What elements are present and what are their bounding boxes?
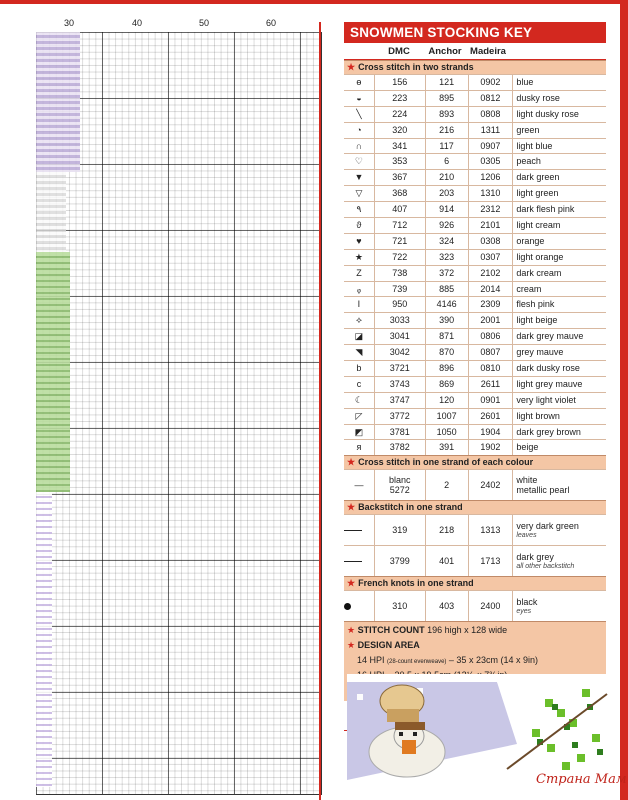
madeira-code: 2312 [480,204,501,215]
stitch-symbol: b [356,363,362,374]
anchor-code: 6 [444,156,450,167]
colour-name: very light violet [516,394,576,405]
key-row [344,469,606,500]
colour-name: dark flesh pink [516,204,575,215]
axis-number: 30 [64,18,75,28]
section-heading-text: Cross stitch in one strand of each colour [358,457,534,468]
anchor-code: 218 [439,525,455,536]
hpi-value: 14 HPI [357,655,385,666]
colour-name: black [516,597,538,608]
stitch-symbol: я [356,442,362,453]
colour-name: very dark green [516,521,579,532]
madeira-code: 0901 [480,394,501,405]
key-row [344,249,606,265]
watermark: Страна Мам [536,772,627,787]
dmc-code: 368 [392,188,408,199]
colour-name: light blue [516,140,553,151]
colour-name: dark cream [516,267,562,278]
key-sections [344,60,606,621]
anchor-code: 914 [439,204,455,215]
madeira-code: 2309 [480,299,501,310]
axis-number: 60 [266,18,277,28]
colour-name: light dusky rose [516,108,579,119]
stitched-border [36,492,52,787]
key-row [344,74,606,90]
column-anchor: Anchor [428,45,462,57]
anchor-code: 323 [439,251,455,262]
dmc-code: 3041 [389,331,410,342]
stitched-white-area [36,172,66,252]
key-row [344,169,606,185]
anchor-code: 1007 [436,410,457,421]
stitch-symbol: Z [356,267,362,278]
madeira-code: 1902 [480,442,501,453]
stitched-green-tree [36,252,70,492]
design-area-line [347,653,603,668]
madeira-code: 2001 [480,315,501,326]
anchor-code: 4146 [436,299,457,310]
key-row [344,360,606,376]
dmc-code: 223 [392,92,408,103]
stitch-symbol: ☾ [354,394,363,405]
key-row [344,265,606,281]
colour-name: light green [516,188,559,199]
madeira-code: 1311 [480,124,501,135]
dmc-code: 310 [392,601,408,612]
madeira-code: 0806 [480,331,501,342]
divider-line [319,22,321,800]
stitch-symbol: ϑ [356,220,362,231]
stitch-symbol: ◔ [356,124,362,135]
french-knot-symbol [344,603,351,610]
dmc-code: 738 [392,267,408,278]
madeira-code: 0807 [480,347,501,358]
design-area-label: DESIGN AREA [357,640,420,651]
key-row [344,153,606,169]
key-section-heading: ★ Backstitch in one strand [344,500,606,514]
anchor-code: 871 [439,331,455,342]
colour-name: dark green [516,172,560,183]
dmc-code: 3042 [389,347,410,358]
key-section-heading: ★ Cross stitch in two strands [344,60,606,74]
madeira-code: 0902 [480,77,501,87]
madeira-code: 2101 [480,220,501,231]
dmc-code: 319 [392,525,408,536]
stitch-symbol: ᵩ [356,283,361,294]
colour-name: dark grey brown [516,426,581,437]
stitch-symbol: ♥ [356,235,362,246]
stitch-symbol: ⟡ [355,315,362,326]
stitch-key [344,22,606,731]
key-row [344,217,606,233]
dmc-code: 341 [392,140,408,151]
key-row [344,514,606,545]
section-heading-text: Cross stitch in two strands [358,62,474,72]
backstitch-symbol [344,530,362,531]
madeira-code: 2102 [480,267,501,278]
usage-note: leaves [516,531,537,539]
colour-name: green [516,124,540,135]
anchor-code: 869 [439,378,455,389]
madeira-code: 1713 [480,556,501,567]
colour-name: light beige [516,315,558,326]
stitch-symbol: ɵ [356,77,362,87]
anchor-code: 117 [439,140,454,151]
key-row [344,296,606,312]
madeira-code: 0907 [480,140,501,151]
madeira-code: 1904 [480,426,501,437]
column-dmc: DMC [388,45,410,57]
madeira-code: 0308 [480,235,501,246]
key-row [344,106,606,122]
stitch-symbol: ♡ [354,156,363,167]
usage-note: all other backstitch [516,562,575,570]
stitch-symbol: ▼ [354,172,364,183]
madeira-code: 2601 [480,410,501,421]
colour-name: dark grey mauve [516,331,584,342]
colour-name: beige [516,442,539,453]
anchor-code: 324 [439,235,455,246]
stitch-count-label: STITCH COUNT [357,625,425,636]
key-row [344,344,606,360]
dmc-code: 3782 [389,442,410,453]
stitch-symbol: c [356,378,362,389]
anchor-code: 885 [439,283,455,294]
hpi-note: (28-count evenweave) [387,659,447,666]
madeira-code: 0307 [480,251,501,262]
colour-name: orange [516,235,545,246]
anchor-code: 372 [439,267,455,278]
key-row [344,233,606,249]
key-section-heading: ★ French knots in one strand [344,576,606,590]
madeira-code: 2611 [480,378,501,389]
section-heading-text: Backstitch in one strand [358,502,463,513]
backstitch-symbol [344,561,362,562]
key-row [344,424,606,440]
colour-name: white [516,475,538,486]
key-row [344,328,606,344]
colour-name: blue [516,77,534,87]
dmc-code: 407 [392,204,408,215]
dmc-code: 367 [392,172,408,183]
colour-name: flesh pink [516,299,555,310]
dmc-code-2: 5272 [389,485,410,496]
anchor-code: 403 [439,601,455,612]
stitch-symbol: ◒ [356,92,362,103]
dmc-code: 320 [392,124,408,135]
key-row [344,545,606,576]
stitch-symbol: ▽ [355,188,363,199]
stitch-count-value: 196 high x 128 wide [427,625,508,636]
key-section-heading: ★ Cross stitch in one strand of each colour [344,455,606,469]
madeira-code: 2400 [480,601,501,612]
anchor-code: 210 [439,172,455,183]
anchor-code: 1050 [436,426,457,437]
colour-name: light grey mauve [516,378,583,389]
madeira-code: 2402 [480,480,501,491]
key-row [344,408,606,424]
anchor-code: 870 [439,347,455,358]
colour-name: dusky rose [516,92,560,103]
stitched-violet-area [36,32,80,172]
key-row [344,392,606,408]
dmc-code: 3721 [389,363,410,374]
key-row [344,122,606,138]
colour-name: cream [516,283,542,294]
anchor-code: 401 [439,556,455,567]
anchor-code: 893 [439,108,455,119]
dmc-code: 3781 [389,426,410,437]
anchor-code: 390 [439,315,455,326]
stitch-symbol: ◸ [355,410,363,421]
dmc-code: 156 [392,77,408,87]
stitch-symbol: I [357,299,361,310]
key-row [344,590,606,621]
anchor-code: 120 [439,394,455,405]
dmc-code: 3747 [389,394,410,405]
key-row [344,376,606,392]
snowman-picture [347,674,609,780]
colour-name-2: metallic pearl [516,485,570,496]
stitch-symbol: ★ [354,251,363,262]
madeira-code: 0812 [480,92,501,103]
dmc-code: 3033 [389,315,410,326]
key-row [344,138,606,154]
colour-name: dark grey [516,552,554,563]
colour-name: peach [516,156,541,167]
dmc-code: blanc [389,475,411,486]
dmc-code: 353 [392,156,408,167]
anchor-code: 121 [439,77,455,87]
design-info: ★ STITCH COUNT 196 high x 128 wide ★ DESIGN AREA 14 HPI (28-count evenweave) – 35 x 23cm (14 x 9in) [344,621,606,701]
colour-name: light cream [516,220,561,231]
dmc-code: 950 [392,299,408,310]
dmc-code: 3772 [389,410,410,421]
madeira-code: 0305 [480,156,501,167]
section-heading-text: French knots in one strand [358,578,474,589]
snowman-illustration [347,674,609,780]
anchor-code: 216 [439,124,455,135]
stitch-symbol: ◪ [354,331,364,342]
anchor-code: 391 [439,442,455,453]
anchor-code: 926 [439,220,455,231]
colour-name: dark dusky rose [516,363,580,374]
key-row [344,439,606,455]
anchor-code: 203 [439,188,455,199]
dmc-code: 721 [392,235,408,246]
cross-stitch-chart [14,8,314,800]
stitch-symbol: ◩ [354,426,364,437]
axis-number: 50 [199,18,210,28]
colour-name: light brown [516,410,560,421]
anchor-code: 896 [439,363,455,374]
stitch-symbol: ٩ [356,204,362,215]
stitch-symbol: ╲ [356,108,362,119]
key-title: SNOWMEN STOCKING KEY [344,22,606,43]
key-row [344,312,606,328]
madeira-code: 1313 [480,525,501,536]
design-size: – 35 x 23cm (14 x 9in) [448,655,538,666]
dmc-code: 3799 [389,556,410,567]
madeira-code: 1310 [480,188,501,199]
usage-note: eyes [516,607,532,615]
key-row [344,185,606,201]
dmc-code: 224 [392,108,408,119]
dmc-code: 3743 [389,378,410,389]
dmc-code: 739 [392,283,408,294]
top-red-bar [0,0,628,4]
right-red-edge [620,0,628,800]
anchor-code: 895 [439,92,455,103]
madeira-code: 1206 [480,172,501,183]
key-row [344,201,606,217]
stitch-symbol: — [354,480,364,491]
colour-name: grey mauve [516,347,564,358]
madeira-code: 0810 [480,363,501,374]
key-column-headers [344,43,606,60]
key-row [344,90,606,106]
colour-name: light orange [516,251,564,262]
dmc-code: 722 [392,251,408,262]
madeira-code: 2014 [480,283,501,294]
key-row [344,281,606,297]
madeira-code: 0808 [480,108,501,119]
stitch-symbol: ∩ [355,140,363,151]
axis-number: 40 [132,18,143,28]
anchor-code: 2 [444,480,450,491]
dmc-code: 712 [392,220,408,231]
stitch-symbol: ◥ [355,347,363,358]
column-madeira: Madeira [470,45,506,57]
